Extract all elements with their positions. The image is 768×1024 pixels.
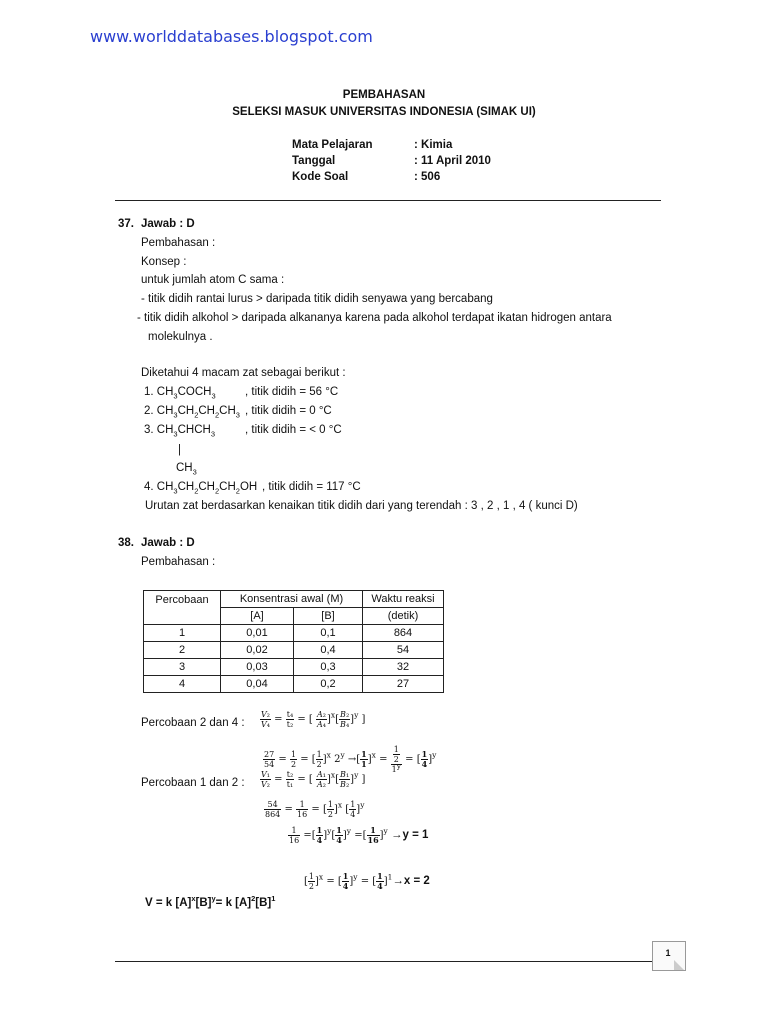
p12-step1: $\frac{54}{864}$ = $\frac{1}{16}$ = [ $\frac{1}{2}$ ]$^x$ [ $\frac{1}{4}$ ]$^y$ (265, 800, 365, 819)
cell: 54 (363, 642, 444, 659)
q37-number: 37. (118, 218, 134, 230)
doc-subtitle: SELEKSI MASUK UNIVERSITAS INDONESIA (SIMAK UI) (232, 106, 536, 118)
p24-solution: $\frac{27}{54}$ = $\frac{1}{2}$ = [ $\frac{1}{2}$ ]$^x$ $2^y$ →[ $\frac{1}{1}$ ]$^x$ = $\frac{\frac{1}{2}}{1^y}$ = [ $\frac{1}{4}$ ]$^y$ (264, 745, 437, 774)
rate-law: V = k $[A]^x[B]^y= k$ $[A]^2[B]^1$ (145, 894, 276, 909)
cell: 2 (144, 642, 221, 659)
th-percobaan: Percobaan (144, 591, 221, 625)
cell: 0,02 (221, 642, 294, 659)
q37-answer: Jawab : D (141, 218, 195, 230)
x-solution: [ $\frac{1}{2}$ ]$^x$ = [ $\frac{1}{4}$ ]$^y$ = [ $\frac{1}{4}$ ]$^1$→x = 2 (304, 871, 430, 891)
th-a: [A] (221, 608, 294, 625)
page-number: 1 (665, 948, 671, 958)
cell: 0,2 (294, 676, 363, 693)
info-value-subject: : Kimia (414, 139, 453, 151)
cell: 32 (363, 659, 444, 676)
q37-line3: - titik didih alkohol > daripada alkananya karena pada alkohol terdapat ikatan hidrogen antara (137, 312, 612, 324)
cell: 0,4 (294, 642, 363, 659)
q38-answer: Jawab : D (141, 537, 195, 549)
q37-item1: 1. $CH_3COCH_3$ (144, 386, 216, 401)
doc-title: PEMBAHASAN (342, 89, 426, 101)
info-label-date: Tanggal (292, 155, 336, 167)
info-value-code: : 506 (414, 171, 441, 183)
table-row (144, 659, 444, 676)
q37-item2-bp: , titik didih = 0 °C (245, 405, 332, 417)
p24-label: Percobaan 2 dan 4 : (141, 717, 245, 729)
q37-item4-bp: , titik didih = 117 °C (262, 481, 361, 493)
p12-equation: $\frac{\text{V₁}}{\text{V₂}}$ = $\frac{\text{t₂}}{\text{t₁}}$ = [ $\frac{\text{A₁}}{\text{A₂}}$ ]$^x$[ $\frac{\text{B₁}}{\text{B₂}}$ ]$^y$ ] (261, 770, 366, 789)
table-row (144, 676, 444, 693)
q37-pembahasan: Pembahasan : (141, 237, 216, 249)
th-waktu: Waktu reaksi (363, 591, 444, 608)
q37-item2: 2. $CH_3CH_2CH_2CH_3$ (144, 405, 240, 420)
p12-label: Percobaan 1 dan 2 : (141, 777, 245, 789)
cell: 4 (144, 676, 221, 693)
info-label-code: Kode Soal (292, 171, 349, 183)
blog-url[interactable]: www.worlddatabases.blogspot.com (90, 27, 373, 46)
y-result: →y = 1 (390, 829, 429, 841)
rate-data-table (143, 590, 444, 693)
q37-konsep: Konsep : (141, 256, 187, 268)
q37-item1-bp: , titik didih = 56 °C (245, 386, 339, 398)
cell: 0,3 (294, 659, 363, 676)
x-result: →x = 2 (392, 875, 430, 887)
cell: 1 (144, 625, 221, 642)
q38-number: 38. (118, 537, 134, 549)
table-row (144, 642, 444, 659)
info-value-date: : 11 April 2010 (414, 155, 491, 167)
q37-line4: molekulnya . (148, 331, 213, 343)
cell: 0,01 (221, 625, 294, 642)
q37-item3-bond: | (178, 444, 181, 456)
header-divider (115, 200, 661, 201)
p12-step2: $\frac{1}{16}$ =[ $\frac{1}{4}$ ]$^y$[ $\frac{1}{4}$ ]$^y$ =[ $\frac{1}{16}$ ]$^y$ →y = 1 (289, 825, 429, 845)
th-b: [B] (294, 608, 363, 625)
table-row (144, 625, 444, 642)
q37-diketahui: Diketahui 4 macam zat sebagai berikut : (141, 367, 346, 379)
th-detik: (detik) (363, 608, 444, 625)
cell: 27 (363, 676, 444, 693)
q37-line2: - titik didih rantai lurus > daripada titik didih senyawa yang bercabang (141, 293, 493, 305)
page-fold-icon (674, 960, 684, 970)
q37-urutan: Urutan zat berdasarkan kenaikan titik didih dari yang terendah : 3 , 2 , 1 , 4 ( kunci D) (145, 500, 578, 512)
q37-item4: 4. $CH_3CH_2CH_2CH_2OH$ (144, 481, 258, 496)
footer-divider (115, 961, 652, 962)
q37-line1: untuk jumlah atom C sama : (141, 274, 285, 286)
q37-item3: 3. $CH_3CHCH_3$ (144, 424, 215, 439)
q37-item3-bp: , titik didih = < 0 °C (245, 424, 342, 436)
cell: 0,1 (294, 625, 363, 642)
info-label-subject: Mata Pelajaran (292, 139, 373, 151)
q38-pembahasan: Pembahasan : (141, 556, 216, 568)
p24-equation: $\frac{\text{V₂}}{\text{V₄}}$ = $\frac{\text{t₄}}{\text{t₂}}$ = [ $\frac{\text{A₂}}{\text{A₄}}$ ]$^x$[ $\frac{\text{B₂}}{\text{B₄}}$ ]$^y$ ] (261, 710, 366, 729)
cell: 0,03 (221, 659, 294, 676)
cell: 3 (144, 659, 221, 676)
cell: 0,04 (221, 676, 294, 693)
cell: 864 (363, 625, 444, 642)
q37-item3-branch: $CH_3$ (176, 462, 197, 477)
th-konsentrasi: Konsentrasi awal (M) (221, 591, 363, 608)
